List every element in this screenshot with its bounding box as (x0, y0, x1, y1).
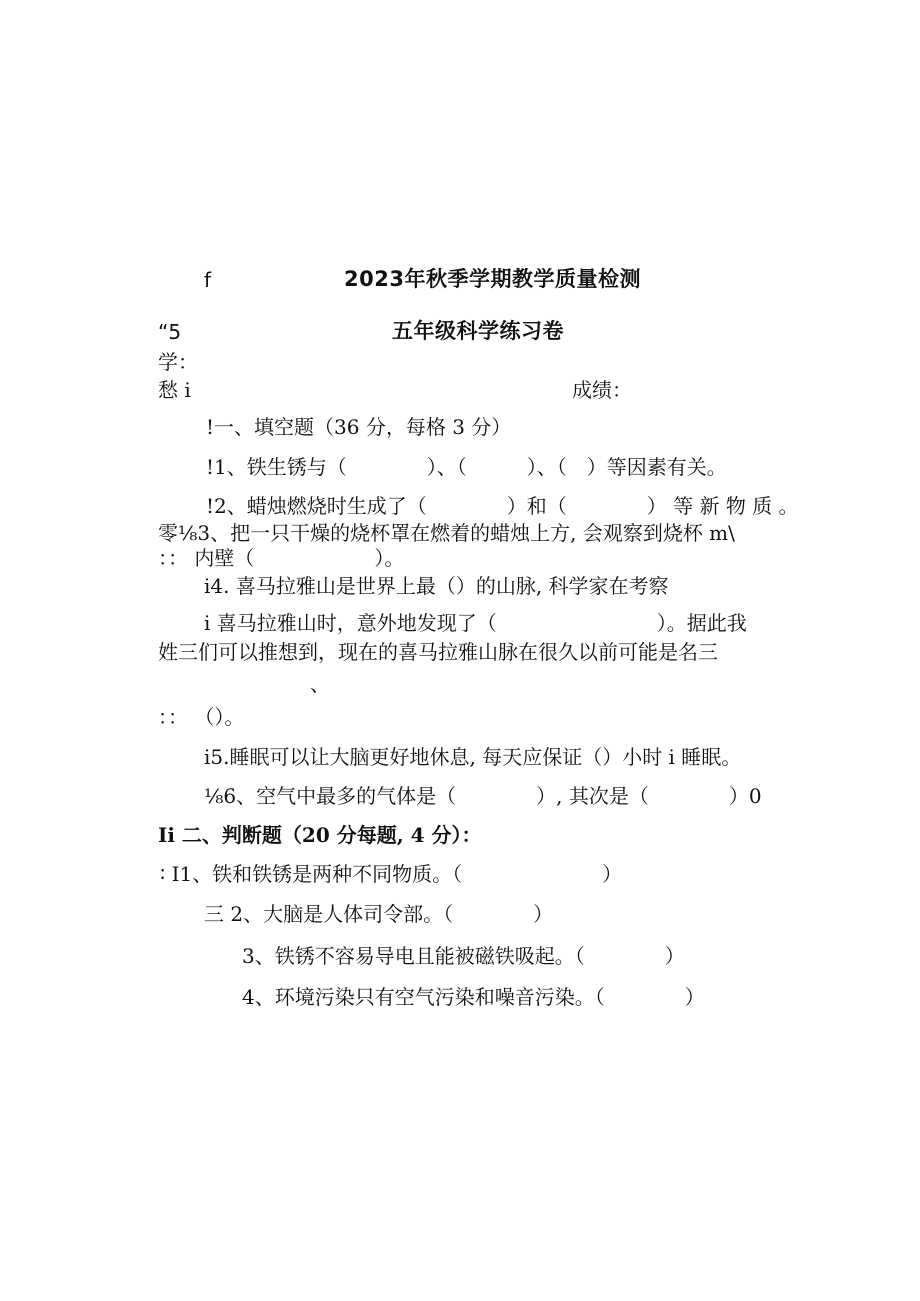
question-3-line-1: 零⅛3、把一只干燥的烧杯罩在燃着的蜡烛上方, 会观察到烧杯 m\ (158, 521, 735, 545)
section-heading-true-false: Ii 二、判断题（20 分每题, 4 分）： (158, 823, 482, 847)
question-2: !2、蜡烛燃烧时生成了（ ）和（ ） 等 新 物 质 。 (206, 494, 799, 518)
page-title: 2023年秋季学期教学质量检测 (344, 267, 641, 291)
question-4-mark: 、 (310, 672, 330, 696)
question-6: ⅛6、空气中最多的气体是（ ）, 其次是（ ）0 (204, 784, 762, 808)
question-4-line-2: i 喜马拉雅山时，意外地发现了（ ）。据此我 (204, 611, 747, 635)
question-4-line-4: ：： （）。 (158, 705, 245, 729)
name-fragment: 愁 i (158, 378, 191, 402)
tf-question-2: 三 2、大脑是人体司令部。（ ） (204, 902, 554, 926)
question-5: i5.睡眠可以让大脑更好地休息, 每天应保证（）小时 i 睡眠。 (204, 745, 742, 769)
stray-mark: f (204, 268, 212, 292)
question-3-line-2: ：： 内壁（ ）。 (158, 546, 405, 570)
page-subtitle: 五年级科学练习卷 (392, 319, 564, 343)
tf-question-3: 3、铁锈不容易导电且能被磁铁吸起。（ ） (242, 944, 685, 968)
question-4-line-1: i4. 喜马拉雅山是世界上最（）的山脉, 科学家在考察 (204, 574, 669, 598)
score-label: 成绩： (572, 378, 632, 402)
stray-mark-2: “5 (158, 320, 182, 344)
question-4-line-3: 姓三们可以推想到，现在的喜马拉雅山脉在很久以前可能是名三 (158, 640, 718, 664)
student-label: 学： (158, 350, 198, 374)
question-1: !1、铁生锈与（ ）、（ ）、（ ）等因素有关。 (206, 455, 727, 479)
tf-question-1: ∶ I1、铁和铁锈是两种不同物质。（ ） (160, 862, 623, 886)
tf-question-4: 4、环境污染只有空气污染和噪音污染。（ ） (242, 985, 705, 1009)
section-heading-fill-blank: !一、填空题（36 分，每格 3 分） (206, 415, 512, 439)
